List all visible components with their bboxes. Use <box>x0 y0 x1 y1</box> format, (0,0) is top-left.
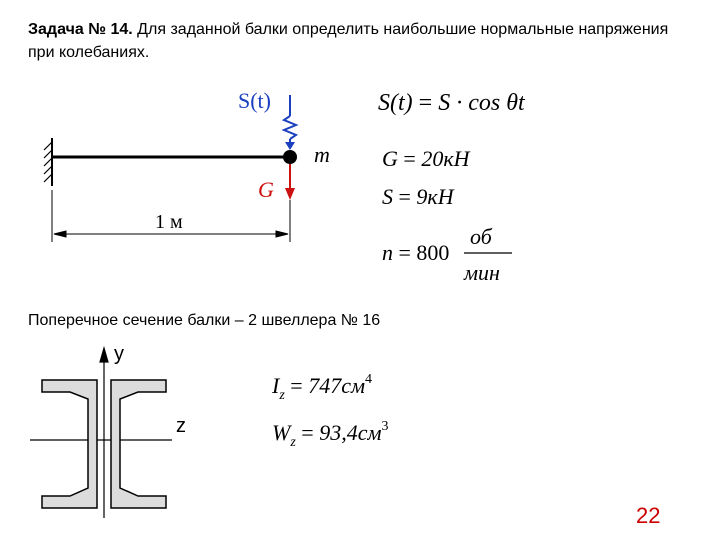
fixed-support <box>44 138 52 186</box>
weight-label: G <box>258 177 274 202</box>
moment-of-inertia-formula: $I_z = 747см^4$ <box>272 372 373 403</box>
mass-label: m <box>314 142 330 167</box>
spring-load-icon <box>284 95 296 150</box>
axis-z-label: z <box>176 415 186 437</box>
speed-formula: n = 800 <box>382 240 450 265</box>
weight-arrow-icon <box>285 164 295 200</box>
page-number: 22 <box>636 503 661 528</box>
weight-formula: G = 20кН <box>382 146 470 171</box>
amplitude-formula: S = 9кН <box>382 184 454 209</box>
length-label: 1 м <box>155 211 183 233</box>
axis-y-label: y <box>114 343 124 365</box>
section-caption: Поперечное сечение балки – 2 швеллера № 16 <box>28 312 381 329</box>
channel-right <box>111 380 166 508</box>
load-label: S(t) <box>238 88 271 113</box>
speed-unit-numerator: об <box>470 224 492 249</box>
channel-left <box>42 380 97 508</box>
speed-unit-denominator: мин <box>464 260 500 285</box>
section-modulus-formula: $W_z = 93,4см^3$ <box>272 419 389 450</box>
task-number: Задача № 14. <box>28 21 133 38</box>
mass-point <box>283 150 297 164</box>
load-law-formula: S(t) = S · cos θt <box>378 90 525 116</box>
task-statement: Для заданной балки определить наибольшие нормальные напряжения при колебаниях. <box>28 21 669 61</box>
cross-section-axes <box>30 348 172 518</box>
